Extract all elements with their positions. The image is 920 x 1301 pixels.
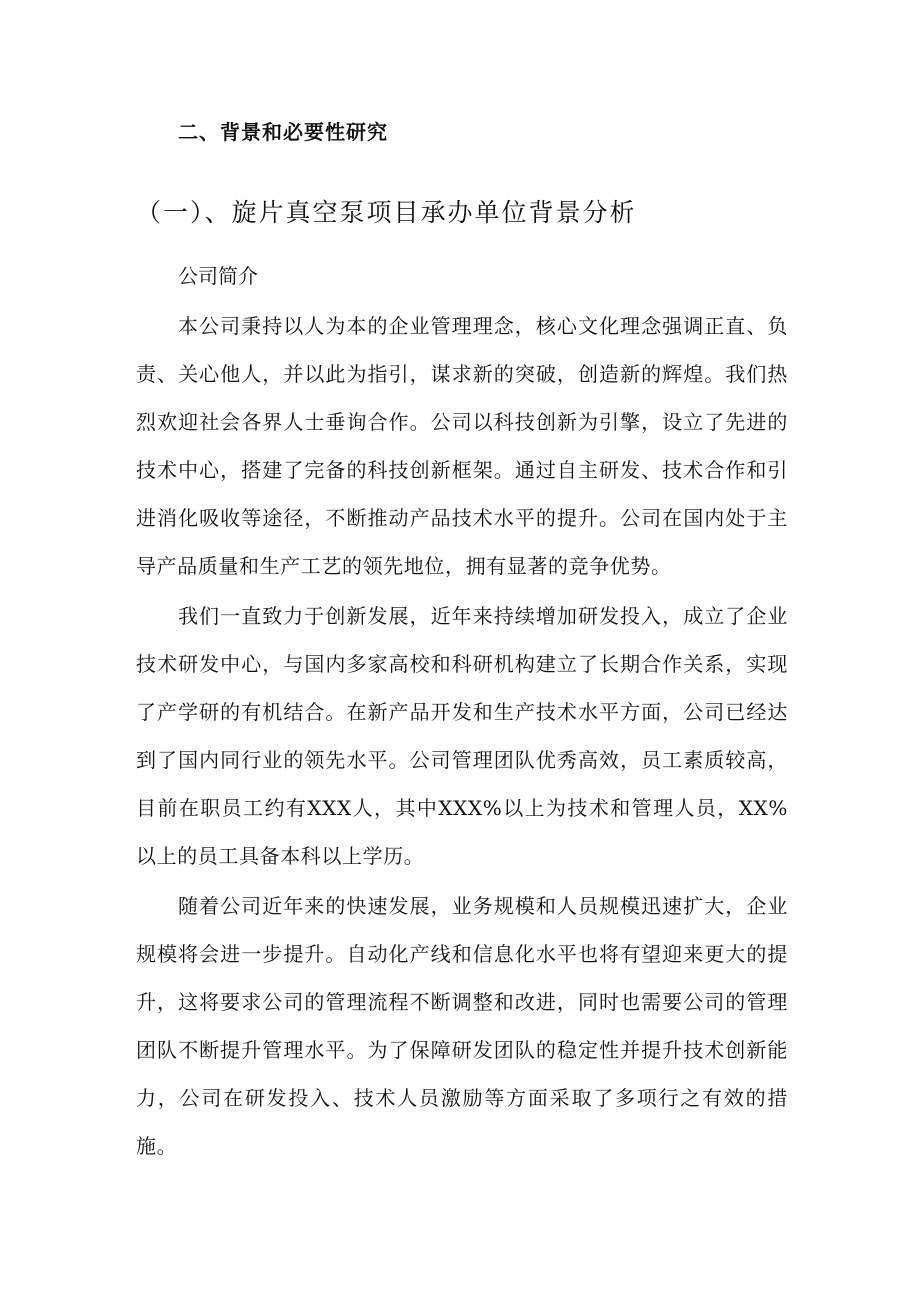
- subsection-heading: （一）、旋片真空泵项目承办单位背景分析: [136, 198, 637, 227]
- paragraph-growth-management: 随着公司近年来的快速发展，业务规模和人员规模迅速扩大，企业规模将会进一步提升。自动化产线和信息化水平也将有望迎来更大的提升，这将要求公司的管理流程不断调整和改进，同时也需要公司的管理团队不断提升管理水平。为了保障研发团队的稳定性并提升技术创新能力，公司在研发投入、技术人员激励等方面采取了多项行之有效的措施。: [136, 894, 788, 1158]
- section-heading: 二、背景和必要性研究: [178, 120, 388, 144]
- company-intro-label: 公司简介: [178, 264, 258, 288]
- paragraph-innovation-rd: 我们一直致力于创新发展，近年来持续增加研发投入，成立了企业技术研发中心，与国内多家高校和科研机构建立了长期合作关系，实现了产学研的有机结合。在新产品开发和生产技术水平方面，公司已经达到了国内同行业的领先水平。公司管理团队优秀高效，员工素质较高，目前在职员工约有XXX人，其中XXX%以上为技术和管理人员，XX%以上的员工具备本科以上学历。: [136, 604, 788, 868]
- paragraph-management-philosophy: 本公司秉持以人为本的企业管理理念，核心文化理念强调正直、负责、关心他人，并以此为指引，谋求新的突破，创造新的辉煌。我们热烈欢迎社会各界人士垂询合作。公司以科技创新为引擎，设立了先进的技术中心，搭建了完备的科技创新框架。通过自主研发、技术合作和引进消化吸收等途径，不断推动产品技术水平的提升。公司在国内处于主导产品质量和生产工艺的领先地位，拥有显著的竞争优势。: [136, 314, 788, 578]
